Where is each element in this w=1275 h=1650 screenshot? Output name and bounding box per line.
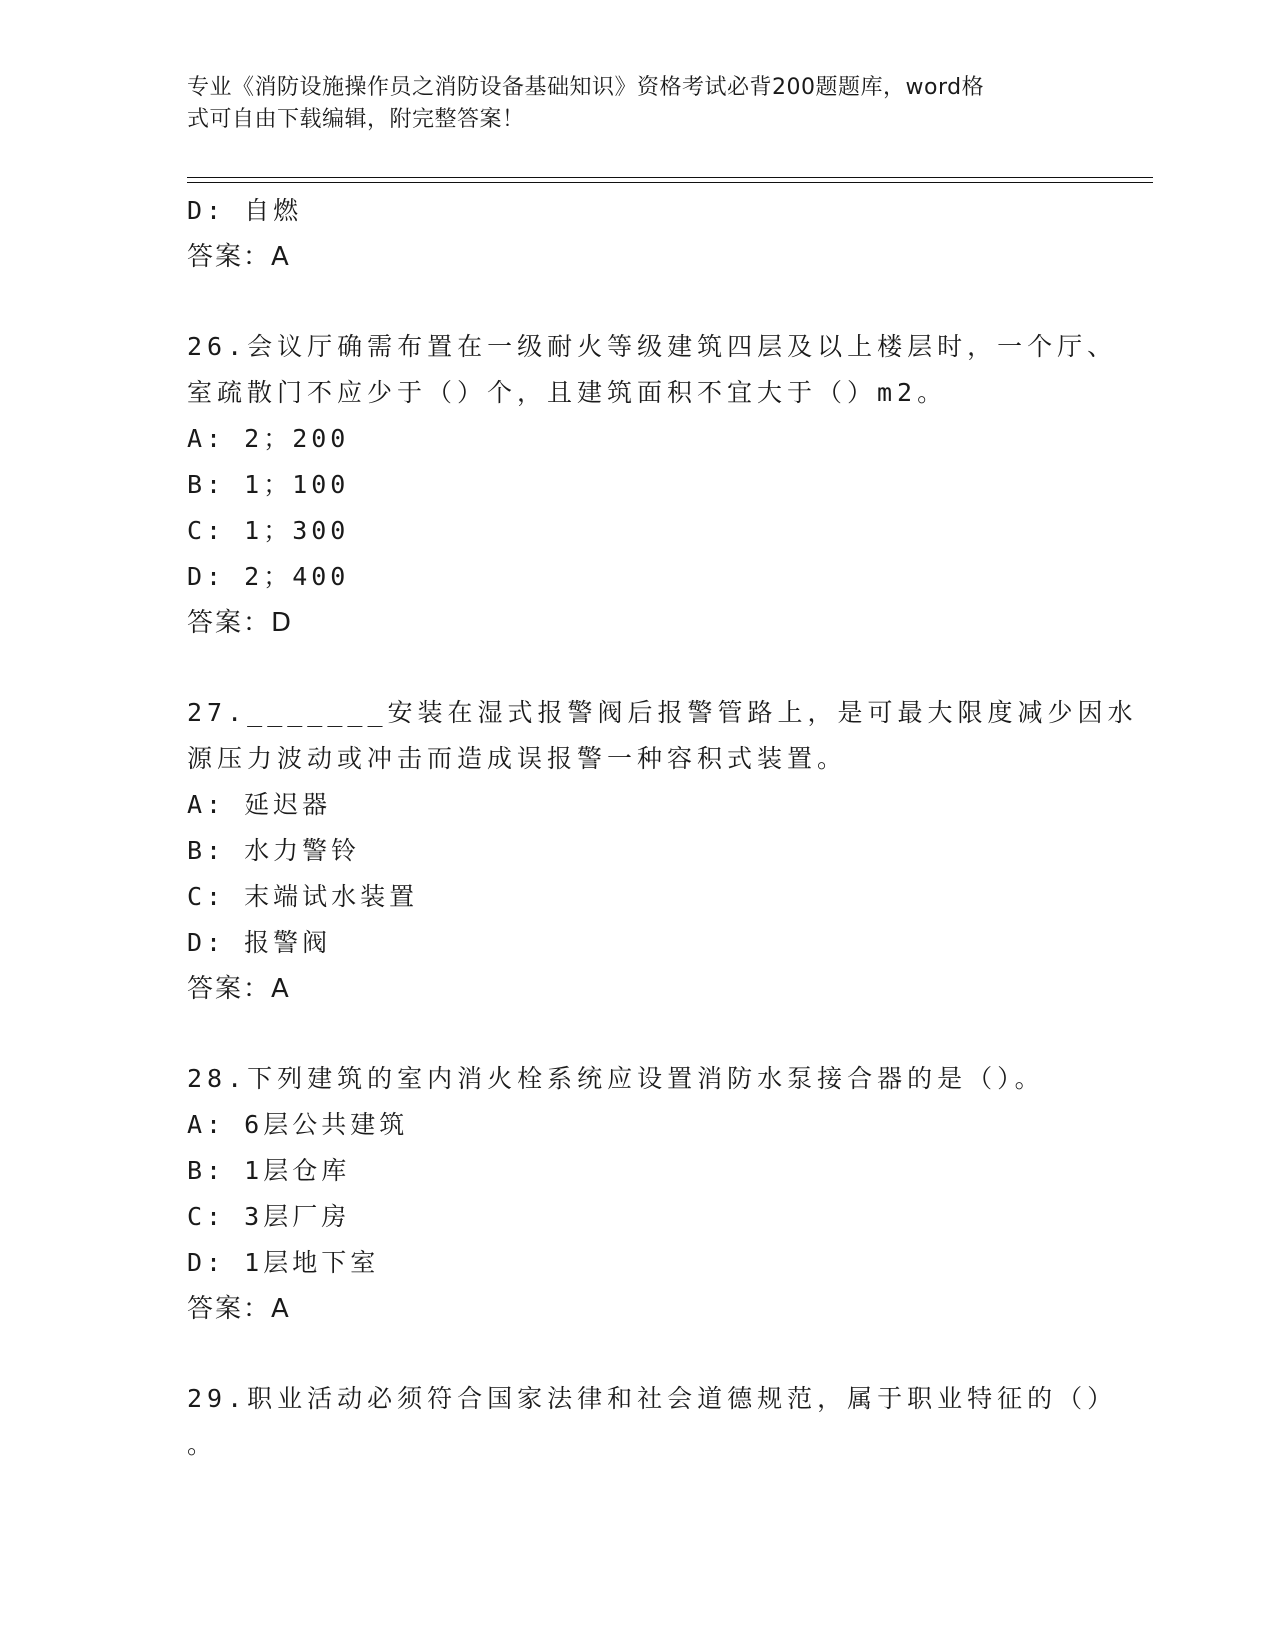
header-divider-top — [187, 177, 1153, 178]
header-line-1: 专业《消防设施操作员之消防设备基础知识》资格考试必背200题题库，word格 — [187, 75, 985, 100]
question-stem-line: 。 — [187, 1430, 218, 1459]
previous-question-fragment — [187, 188, 1087, 280]
header-divider-bottom — [187, 182, 1153, 183]
option-b: B: 水力警铃 — [187, 836, 361, 865]
option-d: D: 1层地下室 — [187, 1248, 380, 1277]
option-c: C: 1；300 — [187, 516, 350, 545]
question-stem-line: 27._______安装在湿式报警阀后报警管路上，是可最大限度减少因水 — [187, 698, 1138, 727]
question-29 — [187, 1376, 1118, 1468]
question-stem-line: 28.下列建筑的室内消火栓系统应设置消防水泵接合器的是（）。 — [187, 1064, 1045, 1093]
option-a: A: 延迟器 — [187, 790, 332, 819]
question-26 — [187, 324, 1118, 646]
question-stem-line: 29.职业活动必须符合国家法律和社会道德规范，属于职业特征的（） — [187, 1384, 1118, 1413]
answer-label: 答案：A — [187, 1294, 291, 1324]
question-27 — [187, 690, 1138, 1012]
option-c: C: 末端试水装置 — [187, 882, 419, 911]
option-d: D: 自燃 — [187, 196, 303, 225]
question-28 — [187, 1056, 1087, 1332]
question-list — [187, 188, 1138, 1468]
answer-label: 答案：A — [187, 974, 291, 1004]
question-stem-line: 室疏散门不应少于（）个，且建筑面积不宜大于（）m2。 — [187, 378, 948, 407]
option-d: D: 报警阀 — [187, 928, 332, 957]
option-b: B: 1层仓库 — [187, 1156, 351, 1185]
question-stem-line: 26.会议厅确需布置在一级耐火等级建筑四层及以上楼层时，一个厅、 — [187, 332, 1118, 361]
header-line-2: 式可自由下载编辑，附完整答案！ — [187, 107, 525, 132]
document-header — [187, 72, 1067, 136]
answer-label: 答案：D — [187, 608, 294, 638]
option-b: B: 1；100 — [187, 470, 350, 499]
question-stem-line: 源压力波动或冲击而造成误报警一种容积式装置。 — [187, 744, 848, 773]
option-a: A: 2；200 — [187, 424, 350, 453]
answer-label: 答案：A — [187, 242, 291, 272]
option-c: C: 3层厂房 — [187, 1202, 351, 1231]
option-d: D: 2；400 — [187, 562, 350, 591]
option-a: A: 6层公共建筑 — [187, 1110, 409, 1139]
